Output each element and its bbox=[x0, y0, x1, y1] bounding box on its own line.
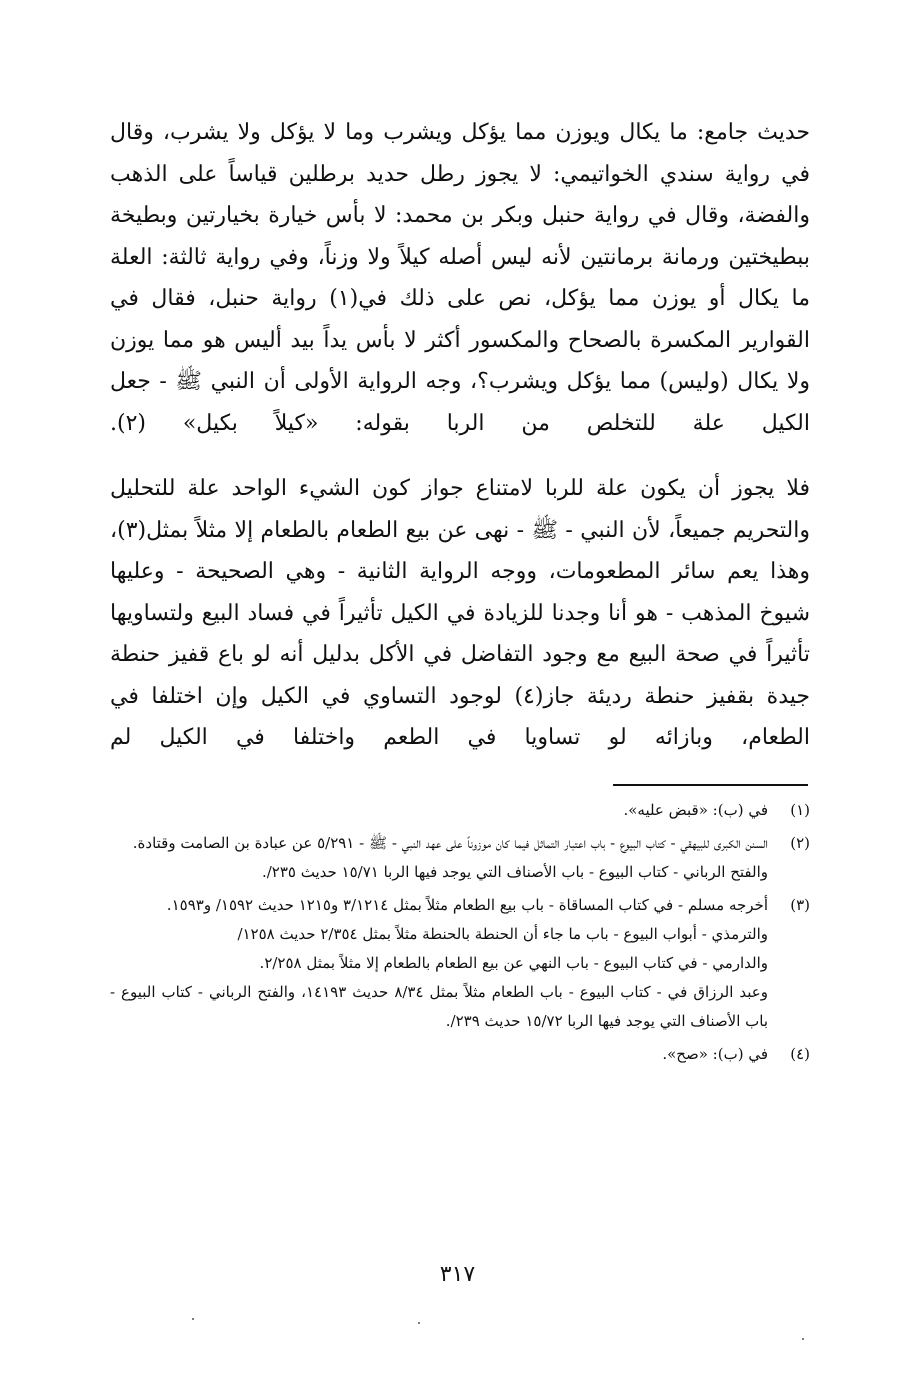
main-text bbox=[110, 112, 810, 759]
footnote-text: والترمذي - أبواب البيوع - باب ما جاء أن الحنطة بالحنطة مثلاً بمثل ٢/٣٥٤ حديث ١٢٥٨/ bbox=[237, 925, 768, 943]
footnote-3 bbox=[110, 891, 810, 1036]
scan-speck bbox=[192, 1318, 194, 1320]
footnote-number: (٢) bbox=[790, 834, 810, 852]
footnote-text: أخرجه مسلم - في كتاب المساقاة - باب بيع الطعام مثلاً بمثل ٣/١٢١٤ و١٢١٥ حديث ١٥٩٢/ و١٥٩٣. bbox=[166, 896, 768, 914]
footnote-text: السنن الكبرى للبيهقي - كتاب البيوع - باب اعتبار التماثل فيما كان موزوناً على عهد النبي - ﷺ - ٥/٢٩١ عن عبادة بن الصامت وقتادة. bbox=[132, 834, 768, 852]
footnote-text: في (ب): «صح». bbox=[662, 1045, 768, 1063]
page-number: ٣١٧ bbox=[439, 1262, 476, 1287]
footnote-text: والدارمي - في كتاب البيوع - باب النهي عن بيع الطعام بالطعام إلا مثلاً بمثل ٢/٢٥٨. bbox=[259, 954, 768, 972]
footnote-text: وعبد الرزاق في - كتاب البيوع - باب الطعام مثلاً بمثل ٨/٣٤ حديث ١٤١٩٣، والفتح الرباني - كتاب البيوع - باب الأصناف التي يوجد فيها الربا ١٥/٧٢ حديث ٢٣٩/. bbox=[110, 983, 768, 1030]
scan-speck bbox=[802, 1338, 804, 1340]
footnote-divider bbox=[613, 784, 808, 786]
footnote-number: (١) bbox=[790, 801, 810, 819]
footnote-number: (٤) bbox=[790, 1045, 810, 1063]
paragraph-1: حديث جامع: ما يكال ويوزن مما يؤكل ويشرب وما لا يؤكل ولا يشرب، وقال في رواية سندي الخواتيمي: لا يجوز رطل حديد برطلين قياساً على الذهب والفضة، وقال في رواية حنبل وبكر بن محمد: لا بأس خيارة بخيارتين وبطيخة ببطيختين ورمانة برمانتين لأنه ليس أصله كيلاً ولا وزناً، وفي رواية ثالثة: العلة ما يكال أو يوزن مما يؤكل، نص على ذلك في(١) رواية حنبل، فقال في القوارير المكسرة بالصحاح والمكسور أكثر لا بأس يداً بيد أليس هو مما يوزن ولا يكال (وليس) مما يؤكل ويشرب؟، وجه الرواية الأولى أن النبي ﷺ - جعل الكيل علة للتخلص من الربا بقوله: «كيلاً بكيل» (٢). bbox=[110, 120, 810, 436]
paragraph-2: فلا يجوز أن يكون علة للربا لامتناع جواز كون الشيء الواحد علة للتحليل والتحريم جميعاً، لأن النبي - ﷺ - نهى عن بيع الطعام بالطعام إلا مثلاً بمثل(٣)، وهذا يعم سائر المطعومات، ووجه الرواية الثانية - وهي الصحيحة - وعليها شيوخ المذهب - هو أنا وجدنا للزيادة في الكيل تأثيراً في فساد البيع ولتساويها تأثيراً في صحة البيع مع وجود التفاضل في الأكل بدليل أنه لو باع قفيز حنطة جيدة بقفيز حنطة رديئة جاز(٤) لوجود التساوي في الكيل وإن اختلفا في الطعام، وبازائه لو تساويا في الطعم واختلفا في الكيل لم bbox=[110, 476, 810, 750]
footnote-4 bbox=[110, 1040, 810, 1069]
footnote-1 bbox=[110, 796, 810, 825]
footnote-text: في (ب): «قبض عليه». bbox=[623, 801, 768, 819]
footnote-text: والفتح الرباني - كتاب البيوع - باب الأصناف التي يوجد فيها الربا ١٥/٧١ حديث ٢٣٥/. bbox=[261, 863, 768, 881]
scan-speck bbox=[418, 1322, 420, 1324]
footnote-2 bbox=[110, 829, 810, 887]
footnote-number: (٣) bbox=[790, 896, 810, 914]
footnotes bbox=[110, 796, 810, 1069]
